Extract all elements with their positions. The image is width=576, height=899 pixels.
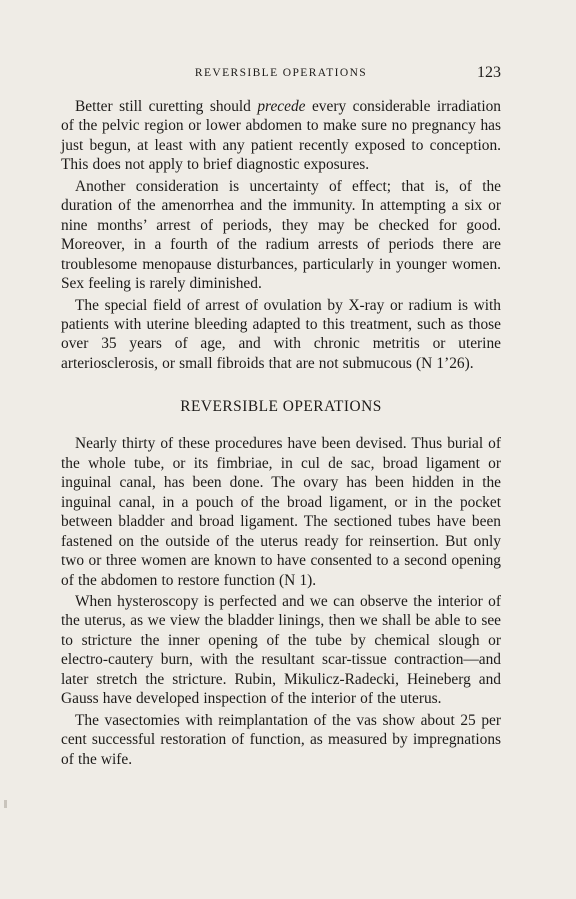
body-text bbox=[61, 97, 501, 771]
paragraph-uncertainty: Another consideration is uncertainty of effect; that is, of the duration of the amenorrhea and the immunity. In attempting a six or nine months’ arrest of periods, they may be checked for good. Moreover, in a fourth of the radium arrests of periods there are troublesome menopause disturbances, particularly in younger women. Sex feeling is rarely diminished. bbox=[61, 177, 501, 293]
emphasized-word: precede bbox=[257, 98, 306, 115]
paragraph-hysteroscopy: When hysteroscopy is perfected and we can observe the interior of the uterus, as we view the bladder linings, then we shall be able to see to stricture the inner opening of the tube by chemical slough or electro-cautery burn, with the resultant scar-tissue contraction—and later stretch the stricture. Rubin, Mikulicz-Radecki, Heineberg and Gauss have developed inspection of the interior of the uterus. bbox=[61, 592, 501, 708]
paragraph-procedures: Nearly thirty of these procedures have been devised. Thus burial of the whole tube, or its fimbriae, in cul de sac, broad ligament or inguinal canal, has been done. The ovary has been hidden in the inguinal canal, in a pouch of the broad ligament, or in the pocket between bladder and broad ligament. The sectioned tubes have been fastened on the outside of the uterus ready for reinsertion. But only two or three women are known to have consented to a second opening of the abdomen to restore function (N 1). bbox=[61, 435, 501, 589]
paragraph-text: every considerable irradiation of the pelvic region or lower abdomen to make sure no pregnancy has just begun, at least with any patient recently exposed to conception. This does not apply to brief diagnostic exposures. bbox=[61, 98, 501, 174]
running-head bbox=[61, 64, 501, 84]
paragraph-vasectomies: The vasectomies with reimplantation of the vas show about 25 per cent successful restoration of function, as measured by impregnations of the wife. bbox=[61, 711, 501, 768]
running-title: REVERSIBLE OPERATIONS bbox=[194, 67, 368, 79]
page-number: 123 bbox=[477, 64, 501, 81]
paragraph-curetting bbox=[61, 97, 501, 175]
section-heading: REVERSIBLE OPERATIONS bbox=[180, 398, 382, 416]
paragraph-special-field: The special field of arrest of ovulation by X-ray or radium is with patients with uterine bleeding adapted to this treatment, such as those over 35 years of age, and with chronic metritis or uterine arteriosclerosis, or small fibroids that are not submucous (N 1’26). bbox=[61, 296, 501, 372]
paragraph-text: Better still curetting should bbox=[75, 98, 258, 115]
paper-speck bbox=[4, 800, 7, 808]
